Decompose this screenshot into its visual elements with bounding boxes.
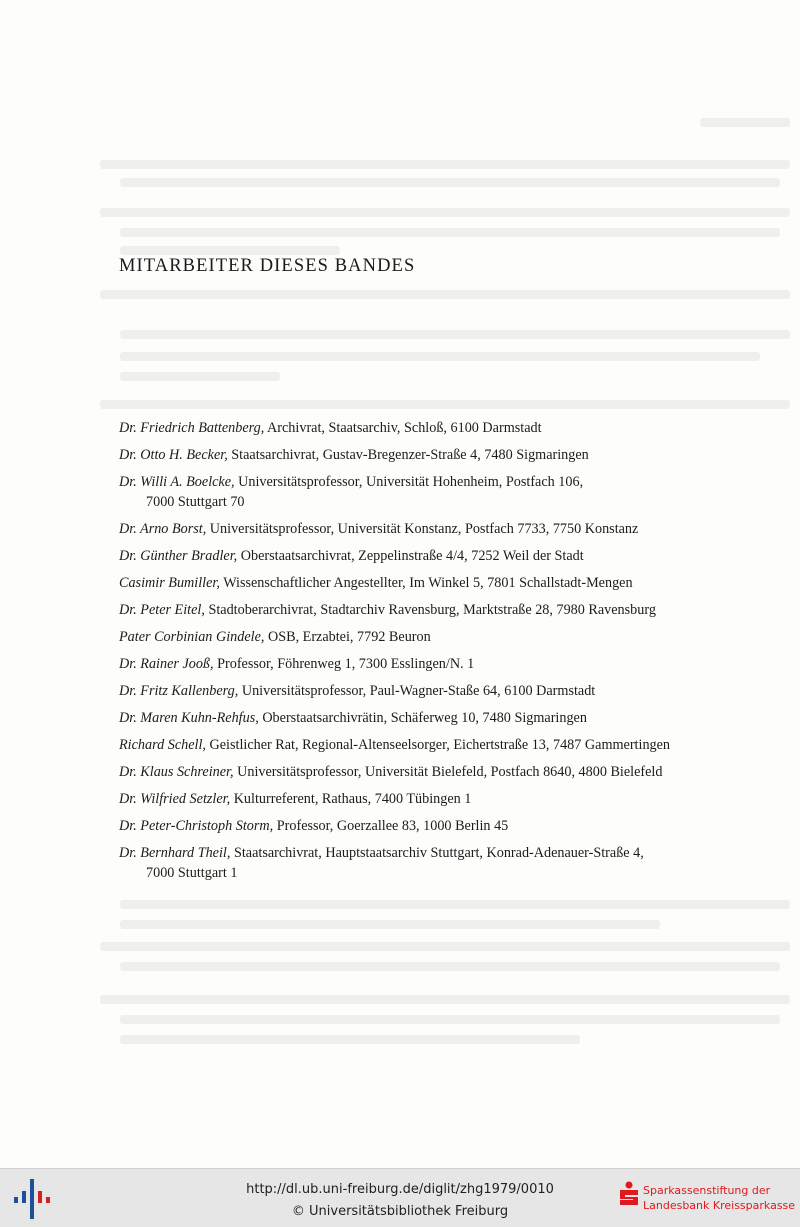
viewer-footer [0,1168,800,1227]
contributor-name: Dr. Friedrich Battenberg, [119,420,265,436]
contributor-entry [119,735,719,755]
contributor-details: Geistlicher Rat, Regional-Altenseelsorger, Eichertstraße 13, 7487 Gammertingen [205,737,671,753]
contributor-name: Dr. Otto H. Becker, [119,447,228,463]
permalink-link[interactable]: http://dl.ub.uni-freiburg.de/diglit/zhg1979/0010 [246,1182,554,1197]
copyright-text: © Universitätsbibliothek Freiburg [291,1204,509,1219]
university-library-logo-icon [14,1179,54,1219]
contributor-name: Dr. Maren Kuhn-Rehfus, [119,710,259,726]
contributor-details: Universitätsprofessor, Universität Bielefeld, Postfach 8640, 4800 Bielefeld [233,764,663,780]
contributor-name: Dr. Arno Borst, [119,521,207,537]
contributor-name: Dr. Bernhard Theil, [119,845,231,861]
contributor-details: Wissenschaftlicher Angestellter, Im Winkel 5, 7801 Schallstadt-Mengen [219,575,633,591]
contributor-name: Casimir Bumiller, [119,575,220,591]
sponsor-text [643,1183,795,1213]
contributor-entry [119,472,719,512]
contributor-name: Dr. Peter Eitel, [119,602,205,618]
sparkasse-s-icon [618,1181,640,1207]
contributor-entry [119,708,719,728]
contributor-details: Archivrat, Staatsarchiv, Schloß, 6100 Darmstadt [264,420,542,436]
contributor-entry [119,762,719,782]
contributor-details: Oberstaatsarchivrätin, Schäferweg 10, 7480 Sigmaringen [258,710,587,726]
contributor-details-continued: 7000 Stuttgart 70 [146,494,245,510]
contributor-name: Dr. Rainer Jooß, [119,656,214,672]
contributor-entry [119,600,719,620]
contributor-entry [119,627,719,647]
contributor-details: Kulturreferent, Rathaus, 7400 Tübingen 1 [230,791,472,807]
contributor-details: Universitätsprofessor, Paul-Wagner-Staße 64, 6100 Darmstadt [238,683,596,699]
contributor-entry [119,816,719,836]
sponsor-line-2: Landesbank Kreissparkasse [643,1199,796,1212]
contributor-entry [119,573,719,593]
contributor-entry [119,681,719,701]
contributor-details: Professor, Föhrenweg 1, 7300 Esslingen/N. 1 [213,656,475,672]
contributor-entry [119,445,719,465]
contributor-entry [119,519,719,539]
contributor-name: Dr. Wilfried Setzler, [119,791,231,807]
contributor-details: Staatsarchivrat, Hauptstaatsarchiv Stuttgart, Konrad-Adenauer-Straße 4, [230,845,644,861]
contributor-entry [119,418,719,438]
page-title: MITARBEITER DIESES BANDES [119,256,416,276]
contributor-entry [119,789,719,809]
contributor-entry [119,654,719,674]
contributor-details: Professor, Goerzallee 83, 1000 Berlin 45 [273,818,509,834]
contributor-details: Oberstaatsarchivrat, Zeppelinstraße 4/4, 7252 Weil der Stadt [237,548,584,564]
contributor-name: Richard Schell, [119,737,206,753]
contributor-details: Stadtoberarchivrat, Stadtarchiv Ravensburg, Marktstraße 28, 7980 Ravensburg [204,602,656,618]
sponsor-line-1: Sparkassenstiftung der [643,1184,771,1197]
contributor-details: Staatsarchivrat, Gustav-Bregenzer-Straße 4, 7480 Sigmaringen [227,447,589,463]
contributor-details: Universitätsprofessor, Universität Konstanz, Postfach 7733, 7750 Konstanz [206,521,639,537]
contributor-name: Pater Corbinian Gindele, [119,629,265,645]
contributor-entry [119,546,719,566]
contributor-name: Dr. Klaus Schreiner, [119,764,234,780]
contributor-name: Dr. Willi A. Boelcke, [119,474,235,490]
contributor-name: Dr. Fritz Kallenberg, [119,683,239,699]
contributor-details: Universitätsprofessor, Universität Hohenheim, Postfach 106, [234,474,584,490]
contributor-details: OSB, Erzabtei, 7792 Beuron [264,629,431,645]
contributor-name: Dr. Günther Bradler, [119,548,238,564]
contributor-name: Dr. Peter-Christoph Storm, [119,818,274,834]
sponsor-logo[interactable] [618,1181,798,1217]
contributor-details-continued: 7000 Stuttgart 1 [146,865,238,881]
contributor-entry [119,843,719,883]
